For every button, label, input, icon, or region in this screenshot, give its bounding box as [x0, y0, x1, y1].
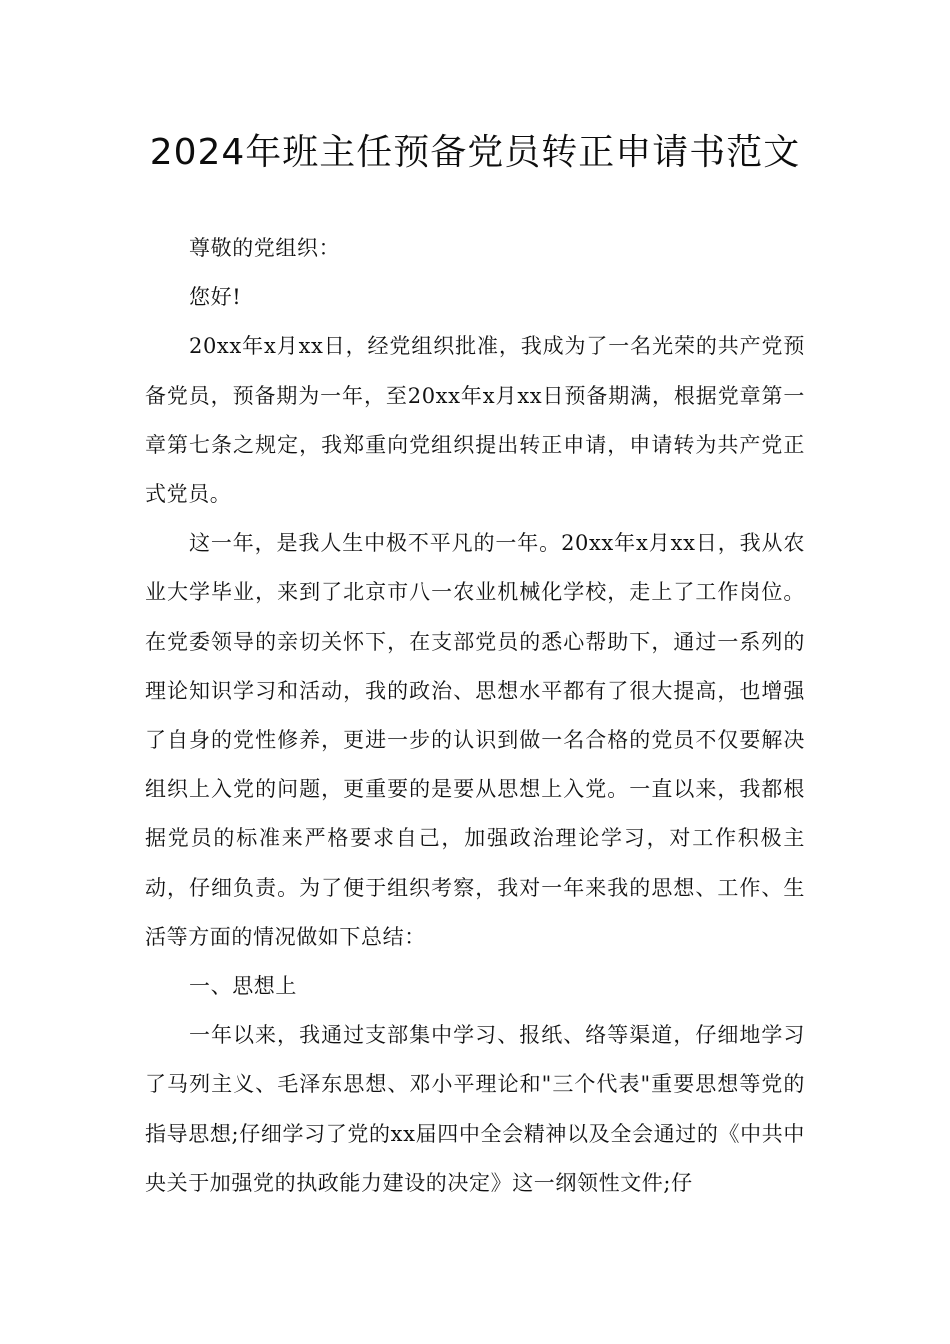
- paragraph-thought-study: 一年以来，我通过支部集中学习、报纸、络等渠道，仔细地学习了马列主义、毛泽东思想、邓小平理论和"三个代表"重要思想等党的指导思想;仔细学习了党的xx届四中全会精神以及全会通过的《中共中央关于加强党的执政能力建设的决定》这一纲领性文件;仔: [145, 1023, 805, 1195]
- paragraph-application: 20xx年x月xx日，经党组织批准，我成为了一名光荣的共产党预备党员，预备期为一年，至20xx年x月xx日预备期满，根据党章第一章第七条之规定，我郑重向党组织提出转正申请，申请转为共产党正式党员。: [145, 334, 805, 507]
- document-title: 2024年班主任预备党员转正申请书范文: [149, 132, 801, 173]
- paragraph-year-review: 这一年，是我人生中极不平凡的一年。20xx年x月xx日，我从农业大学毕业，来到了北京市八一农业机械化学校，走上了工作岗位。在党委领导的亲切关怀下，在支部党员的悉心帮助下，通过一系列的理论知识学习和活动，我的政治、思想水平都有了很大提高，也增强了自身的党性修养，更进一步的认识到做一名合格的党员不仅要解决组织上入党的问题，更重要的是要从思想上入党。一直以来，我都根据党员的标准来严格要求自己，加强政治理论学习，对工作积极主动，仔细负责。为了便于组织考察，我对一年来我的思想、工作、生活等方面的情况做如下总结：: [145, 531, 805, 949]
- section-heading-thought: 一、思想上: [189, 974, 297, 999]
- greeting: 您好!: [189, 285, 242, 310]
- salutation: 尊敬的党组织：: [189, 236, 341, 260]
- document-body: [145, 224, 805, 1208]
